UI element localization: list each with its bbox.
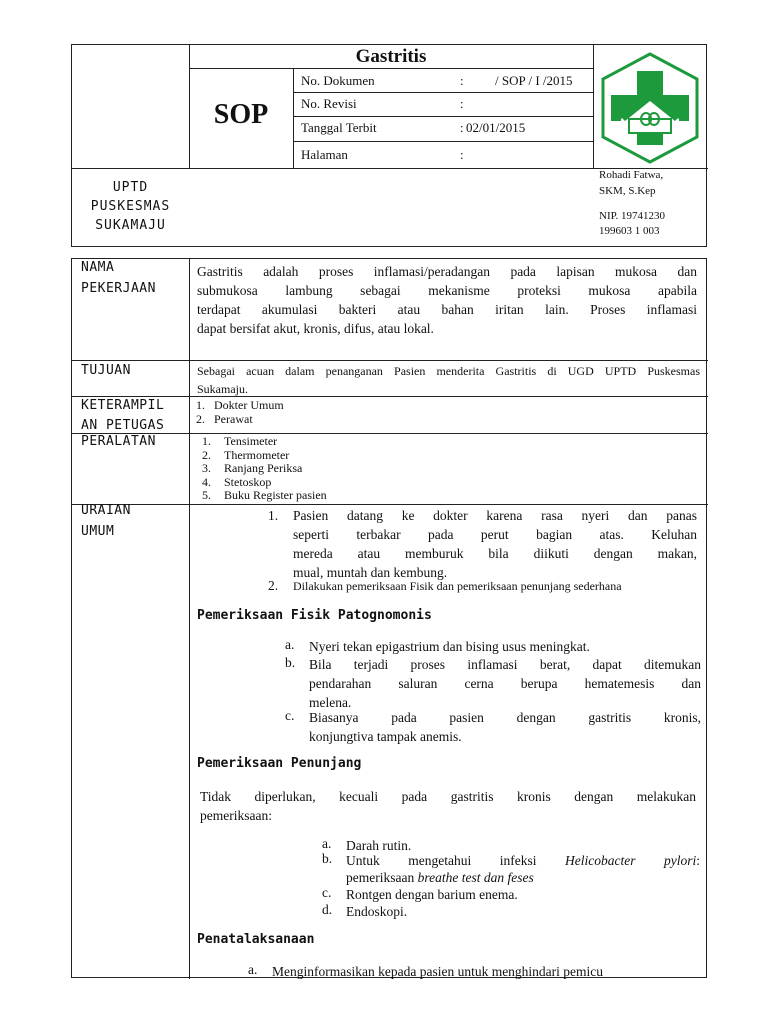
sop-label: SOP	[213, 99, 269, 130]
uraian-item-1: Pasien datang ke dokter karena rasa nyeri dan panas seperti terbakar pada perut bagian atas. Keluhan mereda atau memburuk bila diikuti dengan makan, mual, muntah dan kembung.	[293, 508, 697, 580]
label-tujuan: TUJUAN	[81, 363, 131, 378]
penunjang-item-d: Endoskopi.	[346, 904, 408, 919]
org-name: UPTD PUSKESMAS SUKAMAJU	[90, 180, 171, 233]
field-label-halaman: Halaman	[301, 147, 348, 162]
label-umum: UMUM	[81, 524, 115, 539]
fisik-item-a: Nyeri tekan epigastrium dan bising usus meningkat.	[309, 639, 590, 654]
penunjang-text: Tidak diperlukan, kecuali pada gastritis kronis dengan melakukan pemeriksaan:	[200, 789, 696, 823]
uraian-marker-1: 1.	[268, 508, 279, 523]
nama-pekerjaan-text: Gastritis adalah proses inflamasi/peradangan pada lapisan mukosa dan submukosa lambung sebagai mekanisme proteksi mukosa apabila terdapat akumulasi bakteri atau bahan iritan lain. Proses inflamasi dapat bersifat akut, kronis, difus, atau lokal.	[197, 264, 697, 336]
fisik-marker-a: a.	[285, 637, 295, 652]
uraian-marker-2: 2.	[268, 578, 279, 593]
label-peralatan: PERALATAN	[81, 434, 156, 449]
penatalaksanaan-item-a: Menginformasikan kepada pasien untuk menghindari pemicu	[272, 964, 604, 979]
penunjang-heading: Pemeriksaan Penunjang	[197, 756, 362, 771]
field-sep: :	[460, 73, 464, 88]
ketr-list: 1. Dokter Umum 2. Perawat	[196, 398, 284, 426]
label-pekerjaan: PEKERJAAN	[81, 281, 156, 296]
label-keterampilan: KETERAMPIL	[81, 398, 165, 413]
logo-icon	[595, 51, 705, 165]
field-label-no-dokumen: No. Dokumen	[301, 73, 375, 88]
penunjang-marker-c: c.	[322, 885, 332, 900]
signer-name: Rohadi Fatwa,	[599, 169, 664, 181]
fisik-item-b: Bila terjadi proses inflamasi berat, dapat ditemukan pendarahan saluran cerna berupa hematemesis dan melena.	[309, 657, 701, 710]
field-sep: :	[460, 120, 464, 135]
penunjang-item-c: Rontgen dengan barium enema.	[346, 887, 518, 902]
fisik-marker-b: b.	[285, 655, 296, 670]
label-nama: NAMA	[81, 260, 115, 275]
sop-body-table	[71, 258, 707, 978]
tujuan-text-2: Sukamaju.	[197, 382, 248, 396]
field-label-no-revisi: No. Revisi	[301, 96, 357, 111]
label-an-petugas: AN PETUGAS	[81, 418, 165, 433]
document-title: Gastritis	[355, 46, 427, 67]
field-label-tanggal-terbit: Tanggal Terbit	[301, 120, 377, 135]
penunjang-item-b-line1: Untuk mengetahui infeksi Helicobacter pylori:	[346, 853, 700, 868]
penatalaksanaan-heading: Penatalaksanaan	[197, 932, 315, 947]
penunjang-item-b-line2: pemeriksaan breathe test dan feses	[346, 870, 534, 885]
nip-line-1: NIP. 19741230	[599, 210, 666, 222]
field-value-no-dokumen: / SOP / I /2015	[495, 73, 573, 88]
penunjang-marker-b: b.	[322, 851, 333, 866]
penunjang-marker-a: a.	[322, 836, 332, 851]
field-sep: :	[460, 96, 464, 111]
tujuan-text-1: Sebagai acuan dalam penanganan Pasien menderita Gastritis di UGD UPTD Puskesmas	[197, 364, 700, 378]
nip-line-2: 199603 1 003	[599, 225, 660, 237]
signer-title: SKM, S.Kep	[599, 185, 656, 197]
puskesmas-logo	[595, 51, 705, 165]
field-sep: :	[460, 147, 464, 162]
fisik-heading: Pemeriksaan Fisik Patognomonis	[197, 608, 432, 623]
sop-header-table	[71, 44, 707, 247]
peralatan-list: 1. Tensimeter 2. Thermometer 3. Ranjang Periksa 4. Stetoskop 5. Buku Register pasien	[202, 434, 327, 502]
fisik-item-c: Biasanya pada pasien dengan gastritis kronis, konjungtiva tampak anemis.	[309, 710, 701, 744]
penunjang-item-a: Darah rutin.	[346, 838, 412, 853]
field-value-tanggal-terbit: 02/01/2015	[466, 120, 526, 135]
penunjang-marker-d: d.	[322, 902, 333, 917]
fisik-marker-c: c.	[285, 708, 295, 723]
uraian-item-2: Dilakukan pemeriksaan Fisik dan pemeriksaan penunjang sederhana	[293, 579, 622, 593]
penatalaksanaan-marker-a: a.	[248, 962, 258, 977]
label-uraian: URAIAN	[81, 503, 131, 518]
